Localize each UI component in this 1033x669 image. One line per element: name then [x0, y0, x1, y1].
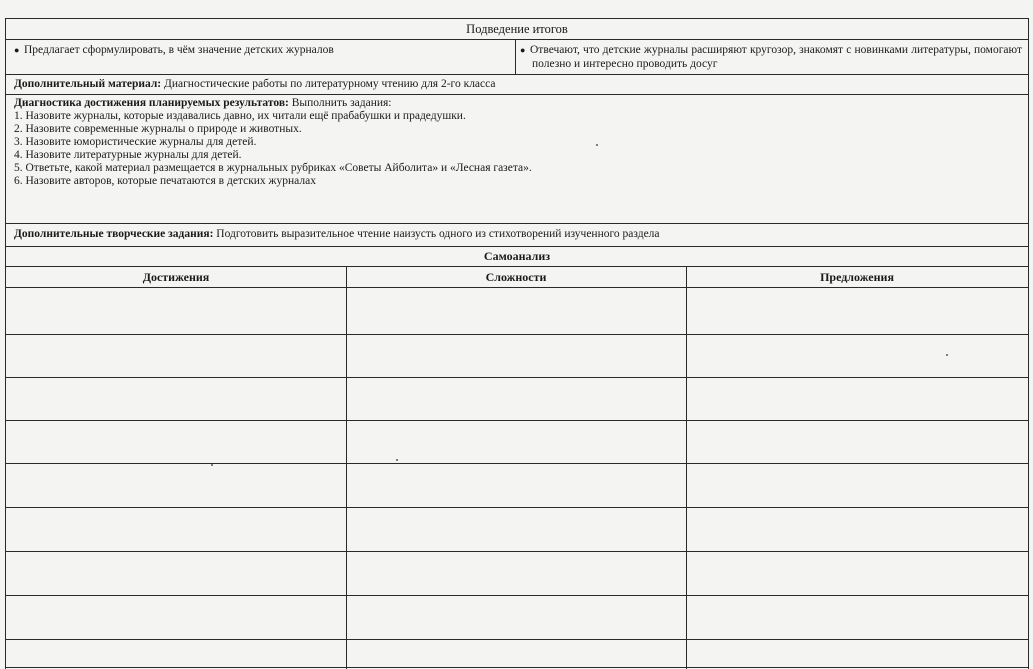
student-action-text: Отвечают, что детские журналы расширяют кругозор, знакомят с новинками литературы, помогают полезно и интересно проводить досуг: [530, 44, 1022, 70]
list-item: 2. Назовите современные журналы о природе и животных.: [14, 123, 302, 135]
row-divider: [6, 595, 1028, 596]
list-item: 3. Назовите юмористические журналы для детей.: [14, 136, 257, 148]
list-item: 4. Назовите литературные журналы для детей.: [14, 149, 242, 161]
bullet-icon: ●: [520, 45, 526, 55]
column-header-achievements: Достижения: [142, 270, 210, 284]
scan-speck: [211, 464, 213, 466]
diagnostics-task-list: [14, 110, 1020, 188]
summary-row: [6, 40, 1028, 75]
list-item: 1. Назовите журналы, которые издавались давно, их читали ещё прабабушки и прадедушки.: [14, 110, 466, 122]
diagnostics-row: [6, 95, 1028, 224]
student-action-cell: [516, 40, 1028, 74]
extra-material-text: Диагностические работы по литературному чтению для 2-го класса: [163, 78, 496, 90]
row-divider: [6, 287, 1028, 288]
creative-tasks-label: Дополнительные творческие задания:: [14, 228, 214, 240]
column-divider: [346, 267, 347, 669]
row-divider: [6, 667, 1028, 668]
column-header-suggestions: Предложения: [820, 270, 894, 284]
bullet-icon: ●: [14, 45, 20, 55]
row-divider: [6, 551, 1028, 552]
teacher-action-cell: [6, 40, 516, 74]
self-analysis-title: Самоанализ: [6, 247, 1028, 267]
extra-material-label: Дополнительный материал:: [14, 78, 162, 90]
scan-speck: [596, 144, 598, 146]
column-header-difficulties: Сложности: [485, 270, 547, 284]
row-divider: [6, 507, 1028, 508]
creative-tasks-row: [6, 224, 1028, 247]
column-divider: [686, 267, 687, 669]
list-item: 6. Назовите авторов, которые печатаются в детских журналах: [14, 175, 316, 187]
lesson-plan-table: [5, 18, 1029, 669]
list-item: 5. Ответьте, какой материал размещается в журнальных рубриках «Советы Айболита» и «Лесная газета».: [14, 162, 532, 174]
row-divider: [6, 377, 1028, 378]
scan-speck: [396, 459, 398, 461]
row-divider: [6, 420, 1028, 421]
creative-tasks-text: Подготовить выразительное чтение наизусть одного из стихотворений изученного раздела: [216, 228, 660, 240]
row-divider: [6, 334, 1028, 335]
summary-title: Подведение итогов: [6, 19, 1028, 40]
row-divider: [6, 463, 1028, 464]
diagnostics-label: Диагностика достижения планируемых результатов:: [14, 97, 289, 109]
scan-speck: [946, 354, 948, 356]
diagnostics-intro: Выполнить задания:: [291, 97, 392, 109]
extra-material-row: [6, 75, 1028, 95]
row-divider: [6, 639, 1028, 640]
self-analysis-grid: [6, 267, 1028, 669]
teacher-action-text: Предлагает сформулировать, в чём значение детских журналов: [24, 44, 334, 56]
